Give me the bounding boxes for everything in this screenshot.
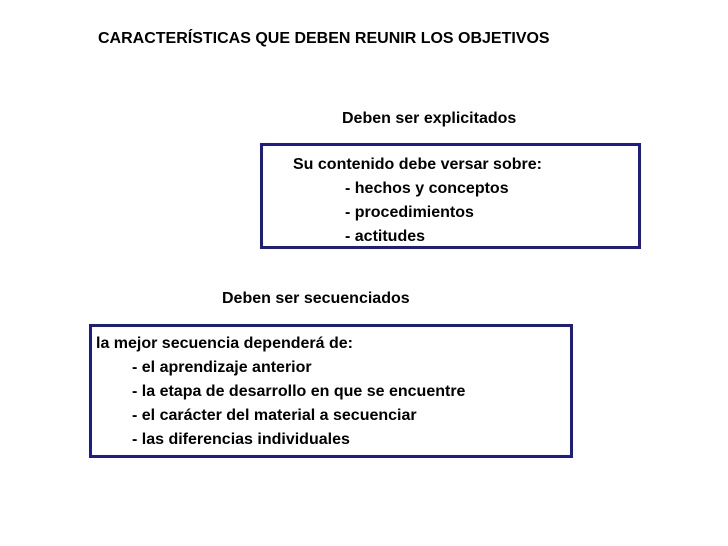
sequence-item-individual-differences: - las diferencias individuales (132, 431, 350, 448)
sequence-item-material: - el carácter del material a secuenciar (132, 407, 417, 424)
content-box (260, 143, 641, 249)
sequence-item-development-stage: - la etapa de desarrollo en que se encuentre (132, 383, 466, 400)
content-item-facts: - hechos y conceptos (345, 180, 509, 197)
sequence-heading: Deben ser secuenciados (222, 290, 410, 307)
content-box-intro: Su contenido debe versar sobre: (293, 156, 542, 173)
content-item-attitudes: - actitudes (345, 228, 426, 245)
sequence-box-intro: la mejor secuencia dependerá de: (96, 335, 353, 352)
page-title: CARACTERÍSTICAS QUE DEBEN REUNIR LOS OBJETIVOS (98, 30, 550, 47)
explicit-heading: Deben ser explicitados (342, 110, 517, 127)
sequence-box (89, 324, 573, 458)
content-item-procedures: - procedimientos (345, 204, 474, 221)
sequence-item-prior-learning: - el aprendizaje anterior (132, 359, 312, 376)
